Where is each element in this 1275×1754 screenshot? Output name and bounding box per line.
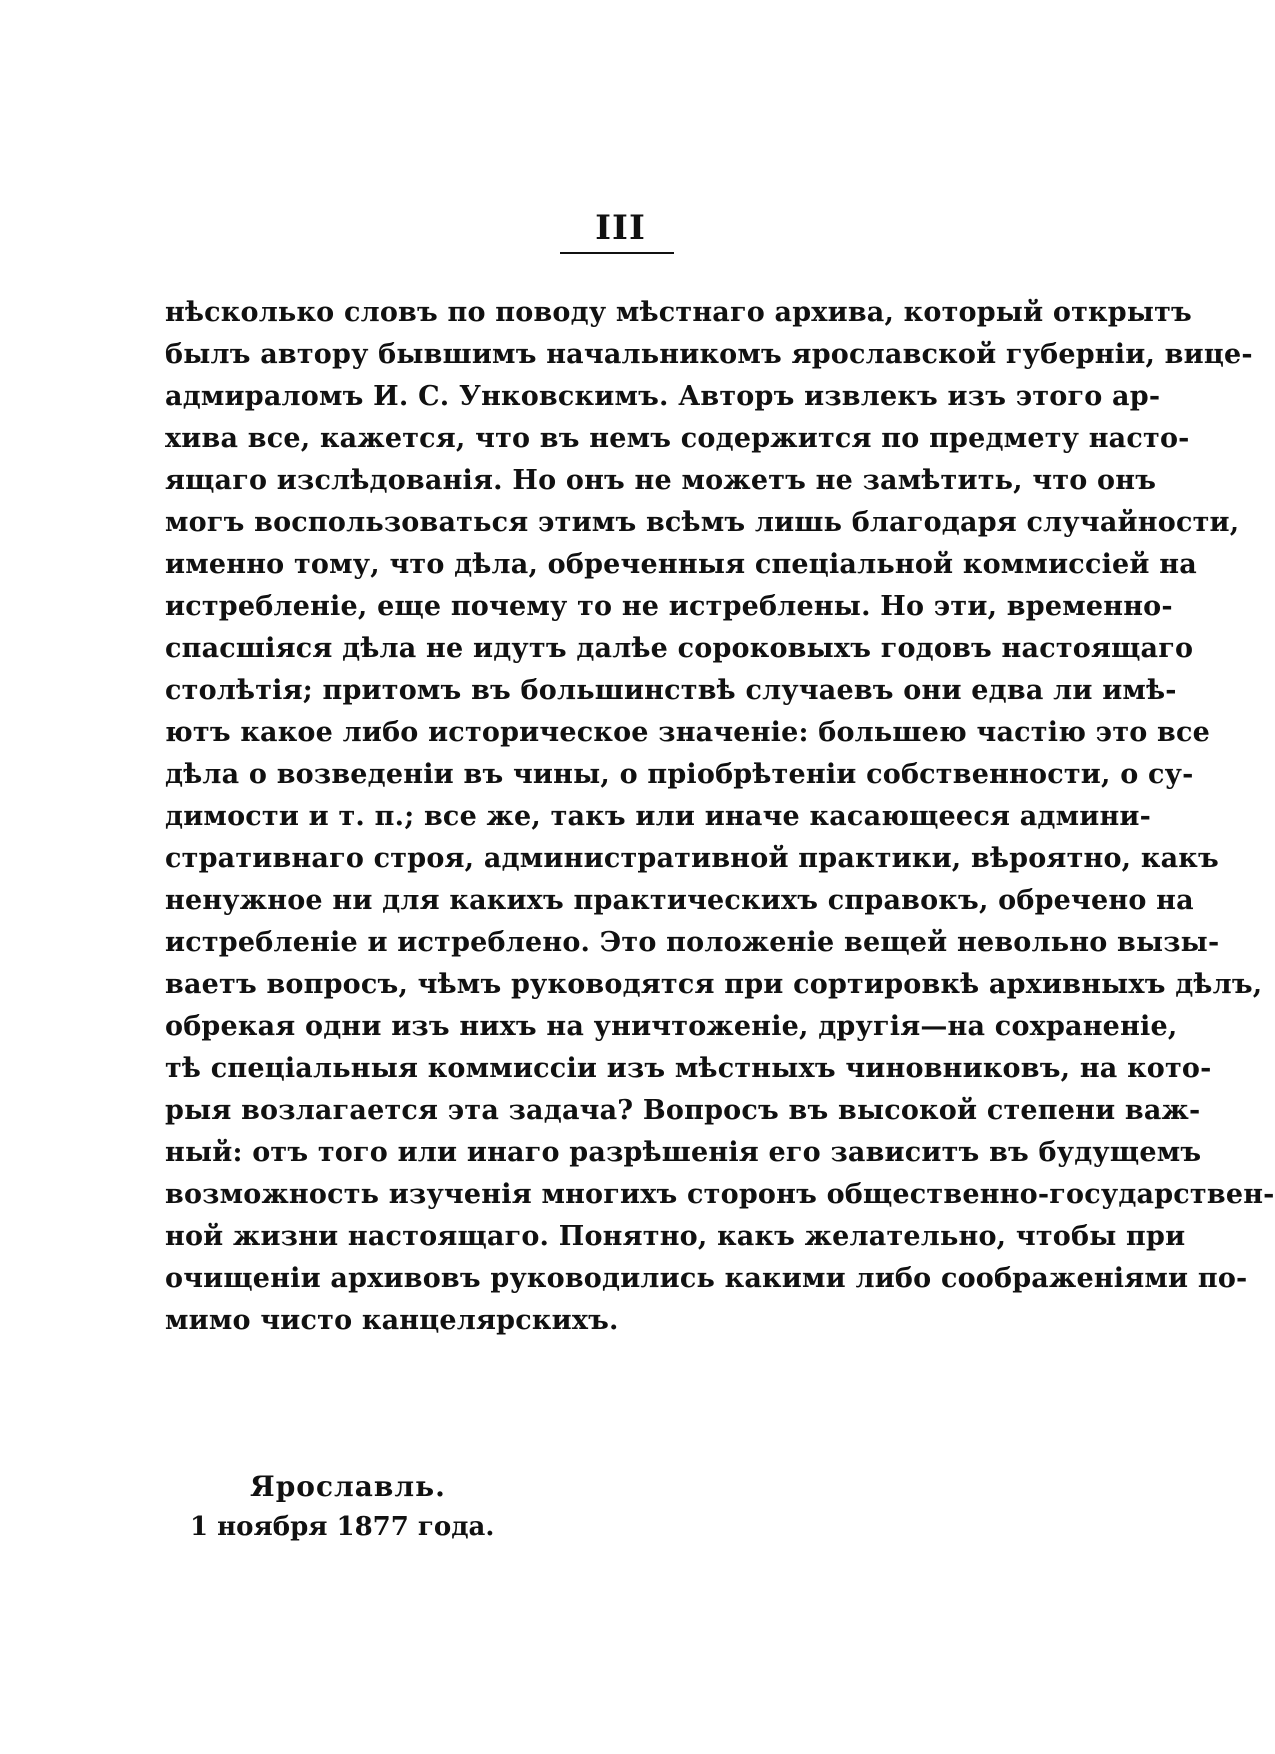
body-line: спасшіяся дѣла не идутъ далѣе сороковыхъ годовъ настоящаго (165, 633, 1194, 664)
body-line: рыя возлагается эта задача? Вопросъ въ высокой степени важ- (165, 1095, 1201, 1126)
body-line: хива все, кажется, что въ немъ содержится по предмету насто- (165, 423, 1190, 454)
body-line: ваетъ вопросъ, чѣмъ руководятся при сортировкѣ архивныхъ дѣлъ, (165, 969, 1263, 1000)
body-line: возможность изученія многихъ сторонъ общественно-государствен- (165, 1179, 1275, 1210)
body-line: столѣтія; притомъ въ большинствѣ случаевъ они едва ли имѣ- (165, 675, 1177, 706)
body-text (165, 292, 1275, 1342)
body-line: ненужное ни для какихъ практическихъ справокъ, обречено на (165, 885, 1194, 916)
page-number: III (595, 208, 646, 248)
body-line-last: мимо чисто канцелярскихъ. (165, 1305, 619, 1336)
body-line: обрекая одни изъ нихъ на уничтоженіе, другія—на сохраненіе, (165, 1011, 1178, 1042)
signature-date: 1 ноября 1877 года. (190, 1512, 495, 1542)
body-line: нѣсколько словъ по поводу мѣстнаго архива, который открытъ (165, 297, 1192, 328)
body-line: истребленіе, еще почему то не истреблены. Но эти, временно- (165, 591, 1173, 622)
page-number-rule (560, 252, 674, 254)
body-line: былъ автору бывшимъ начальникомъ ярославской губерніи, вице- (165, 339, 1253, 370)
body-line: дѣла о возведеніи въ чины, о пріобрѣтеніи собственности, о су- (165, 759, 1194, 790)
body-line: тѣ спеціальныя коммиссіи изъ мѣстныхъ чиновниковъ, на кото- (165, 1053, 1212, 1084)
body-line: ютъ какое либо историческое значеніе: большею частію это все (165, 717, 1211, 748)
body-line: ный: отъ того или инаго разрѣшенія его зависитъ въ будущемъ (165, 1137, 1202, 1168)
body-line: адмираломъ И. С. Унковскимъ. Авторъ извлекъ изъ этого ар- (165, 381, 1161, 412)
body-line: очищеніи архивовъ руководились какими либо соображеніями по- (165, 1263, 1248, 1294)
body-line: димости и т. п.; все же, такъ или иначе касающееся админи- (165, 801, 1152, 832)
body-line: могъ воспользоваться этимъ всѣмъ лишь благодаря случайности, (165, 507, 1240, 538)
signature-place: Ярославль. (250, 1470, 446, 1503)
body-line: именно тому, что дѣла, обреченныя спеціальной коммиссіей на (165, 549, 1197, 580)
body-line: ящаго изслѣдованія. Но онъ не можетъ не замѣтить, что онъ (165, 465, 1157, 496)
body-line: ной жизни настоящаго. Понятно, какъ желательно, чтобы при (165, 1221, 1186, 1252)
body-line: истребленіе и истреблено. Это положеніе вещей невольно вызы- (165, 927, 1220, 958)
body-line: стративнаго строя, административной практики, вѣроятно, какъ (165, 843, 1219, 874)
